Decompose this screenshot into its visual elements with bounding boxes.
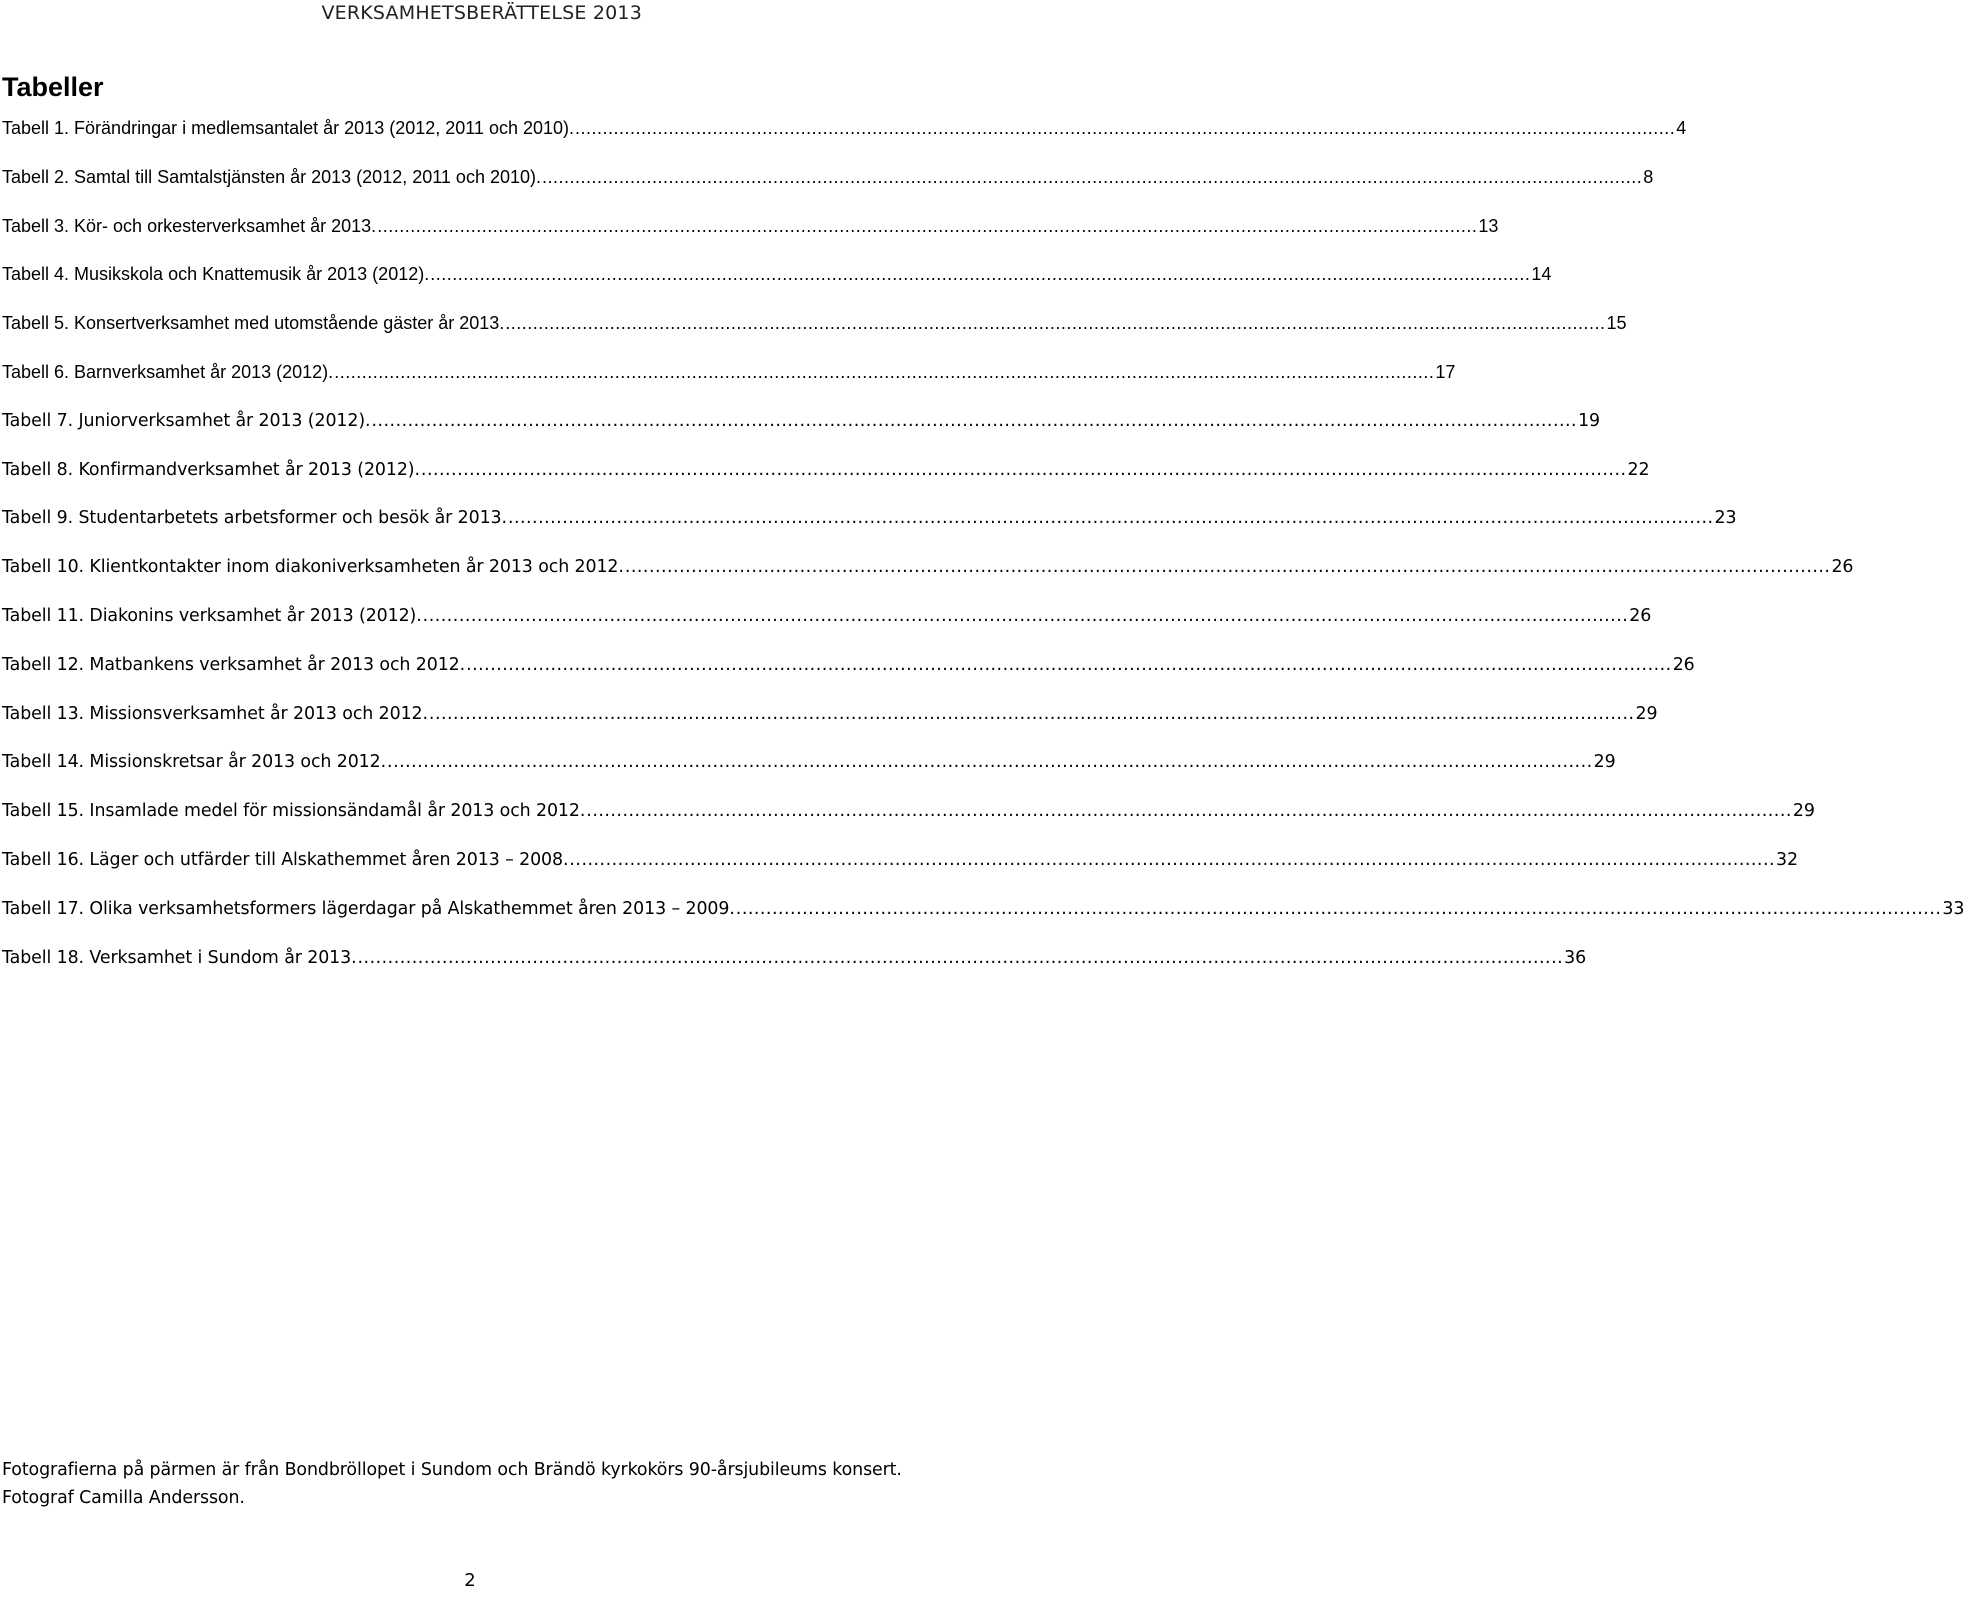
dot-leader: ........................................................................................................................................................................................................ bbox=[466, 654, 1672, 675]
dot-leader: ........................................................................................................................................................................................................ bbox=[422, 605, 1629, 626]
toc-entry-page: 23 bbox=[1714, 508, 1737, 529]
dot-leader: ........................................................................................................................................................................................................ bbox=[430, 264, 1531, 285]
toc-entry-page: 15 bbox=[1606, 313, 1627, 334]
toc-entry-7[interactable] bbox=[2, 410, 1601, 460]
toc-entry-page: 17 bbox=[1435, 361, 1456, 382]
dot-leader: ........................................................................................................................................................................................................ bbox=[371, 410, 1578, 431]
toc-entry-4[interactable] bbox=[2, 264, 1552, 313]
toc-entry-15[interactable] bbox=[2, 801, 1815, 850]
toc-entry-page: 4 bbox=[1676, 118, 1687, 138]
dot-leader: ........................................................................................................................................................................................................ bbox=[735, 898, 1942, 919]
toc-entry-label: Tabell 15. Insamlade medel för missionsändamål år 2013 och 2012. bbox=[2, 801, 586, 822]
toc-entry-page: 22 bbox=[1627, 459, 1650, 480]
toc-entry-page: 29 bbox=[1593, 752, 1616, 773]
toc-entry-page: 19 bbox=[1578, 410, 1601, 431]
toc-entry-label: Tabell 13. Missionsverksamhet år 2013 och 2012. bbox=[2, 703, 428, 724]
toc-entry-12[interactable] bbox=[2, 654, 1695, 704]
toc-entry-label: Tabell 12. Matbankens verksamhet år 2013 och 2012. bbox=[2, 654, 466, 675]
toc-entry-page: 29 bbox=[1792, 801, 1815, 822]
toc-entry-label: Tabell 8. Konfirmandverksamhet år 2013 (2012). bbox=[2, 459, 420, 480]
toc-entry-label: Tabell 3. Kör- och orkesterverksamhet år 2013. bbox=[2, 215, 377, 236]
toc-entry-8[interactable] bbox=[2, 459, 1650, 509]
toc-entry-label: Tabell 4. Musikskola och Knattemusik år 2013 (2012). bbox=[2, 264, 430, 285]
toc-entry-label: Tabell 17. Olika verksamhetsformers lägerdagar på Alskathemmet åren 2013 – 2009. bbox=[2, 898, 735, 919]
toc-entry-label: Tabell 9. Studentarbetets arbetsformer och besök år 2013. bbox=[2, 508, 507, 529]
toc-entry-page: 26 bbox=[1831, 557, 1854, 578]
toc-entry-label: Tabell 1. Förändringar i medlemsantalet år 2013 (2012, 2011 och 2010). bbox=[2, 118, 575, 138]
toc-entry-label: Tabell 5. Konsertverksamhet med utomstående gäster år 2013. bbox=[2, 313, 505, 334]
toc-entry-3[interactable] bbox=[2, 215, 1499, 265]
dot-leader: ........................................................................................................................................................................................................ bbox=[505, 313, 1606, 334]
toc-entry-label: Tabell 10. Klientkontakter inom diakoniverksamheten år 2013 och 2012. bbox=[2, 557, 624, 578]
toc-entry-label: Tabell 16. Läger och utfärder till Alskathemmet åren 2013 – 2008. bbox=[2, 849, 569, 870]
toc-entry-16[interactable] bbox=[2, 849, 1798, 899]
toc-entry-10[interactable] bbox=[2, 557, 1854, 606]
dot-leader: ........................................................................................................................................................................................................ bbox=[334, 361, 1435, 382]
toc-entry-page: 26 bbox=[1672, 654, 1695, 675]
dot-leader: ........................................................................................................................................................................................................ bbox=[387, 752, 1593, 773]
toc-entry-1[interactable] bbox=[2, 118, 1687, 167]
toc-entry-page: 13 bbox=[1478, 215, 1499, 236]
dot-leader: ........................................................................................................................................................................................................ bbox=[575, 118, 1676, 138]
toc-entry-5[interactable] bbox=[2, 313, 1627, 362]
dot-leader: ........................................................................................................................................................................................................ bbox=[624, 557, 1831, 578]
toc-entry-page: 8 bbox=[1643, 166, 1654, 187]
page-title: Tabeller bbox=[2, 72, 104, 102]
toc-entry-label: Tabell 11. Diakonins verksamhet år 2013 (2012). bbox=[2, 605, 422, 626]
dot-leader: ........................................................................................................................................................................................................ bbox=[357, 947, 1564, 968]
dot-leader: ........................................................................................................................................................................................................ bbox=[586, 801, 1792, 822]
toc-entry-17[interactable] bbox=[2, 898, 1964, 948]
toc-entry-label: Tabell 7. Juniorverksamhet år 2013 (2012). bbox=[2, 410, 371, 431]
table-of-tables bbox=[2, 118, 1964, 996]
toc-entry-page: 36 bbox=[1564, 947, 1587, 968]
toc-entry-label: Tabell 14. Missionskretsar år 2013 och 2012. bbox=[2, 752, 387, 773]
dot-leader: ........................................................................................................................................................................................................ bbox=[420, 459, 1627, 480]
toc-entry-label: Tabell 6. Barnverksamhet år 2013 (2012). bbox=[2, 361, 334, 382]
cover-photo-caption: Fotografierna på pärmen är från Bondbröllopet i Sundom och Brändö kyrkokörs 90-årsjubileums konsert. Fotograf Camilla Andersson. bbox=[2, 1460, 902, 1508]
dot-leader: ........................................................................................................................................................................................................ bbox=[507, 508, 1714, 529]
running-header: VERKSAMHETSBERÄTTELSE 2013 bbox=[321, 2, 642, 24]
toc-entry-11[interactable] bbox=[2, 605, 1652, 655]
dot-leader: ........................................................................................................................................................................................................ bbox=[569, 849, 1776, 870]
dot-leader: ........................................................................................................................................................................................................ bbox=[542, 166, 1643, 187]
dot-leader: ........................................................................................................................................................................................................ bbox=[377, 215, 1478, 236]
toc-entry-6[interactable] bbox=[2, 361, 1456, 411]
toc-entry-page: 33 bbox=[1942, 898, 1964, 919]
toc-entry-page: 32 bbox=[1776, 849, 1798, 870]
toc-entry-label: Tabell 2. Samtal till Samtalstjänsten år 2013 (2012, 2011 och 2010). bbox=[2, 166, 541, 187]
toc-entry-page: 14 bbox=[1531, 264, 1552, 285]
toc-entry-page: 29 bbox=[1635, 703, 1658, 724]
toc-entry-2[interactable] bbox=[2, 166, 1654, 216]
dot-leader: ........................................................................................................................................................................................................ bbox=[428, 703, 1635, 724]
toc-entry-9[interactable] bbox=[2, 508, 1737, 557]
page-number: 2 bbox=[464, 1570, 476, 1591]
toc-entry-page: 26 bbox=[1629, 605, 1652, 626]
toc-entry-label: Tabell 18. Verksamhet i Sundom år 2013. bbox=[2, 947, 357, 968]
toc-entry-18[interactable] bbox=[2, 947, 1587, 997]
toc-entry-14[interactable] bbox=[2, 752, 1616, 801]
toc-entry-13[interactable] bbox=[2, 703, 1658, 753]
